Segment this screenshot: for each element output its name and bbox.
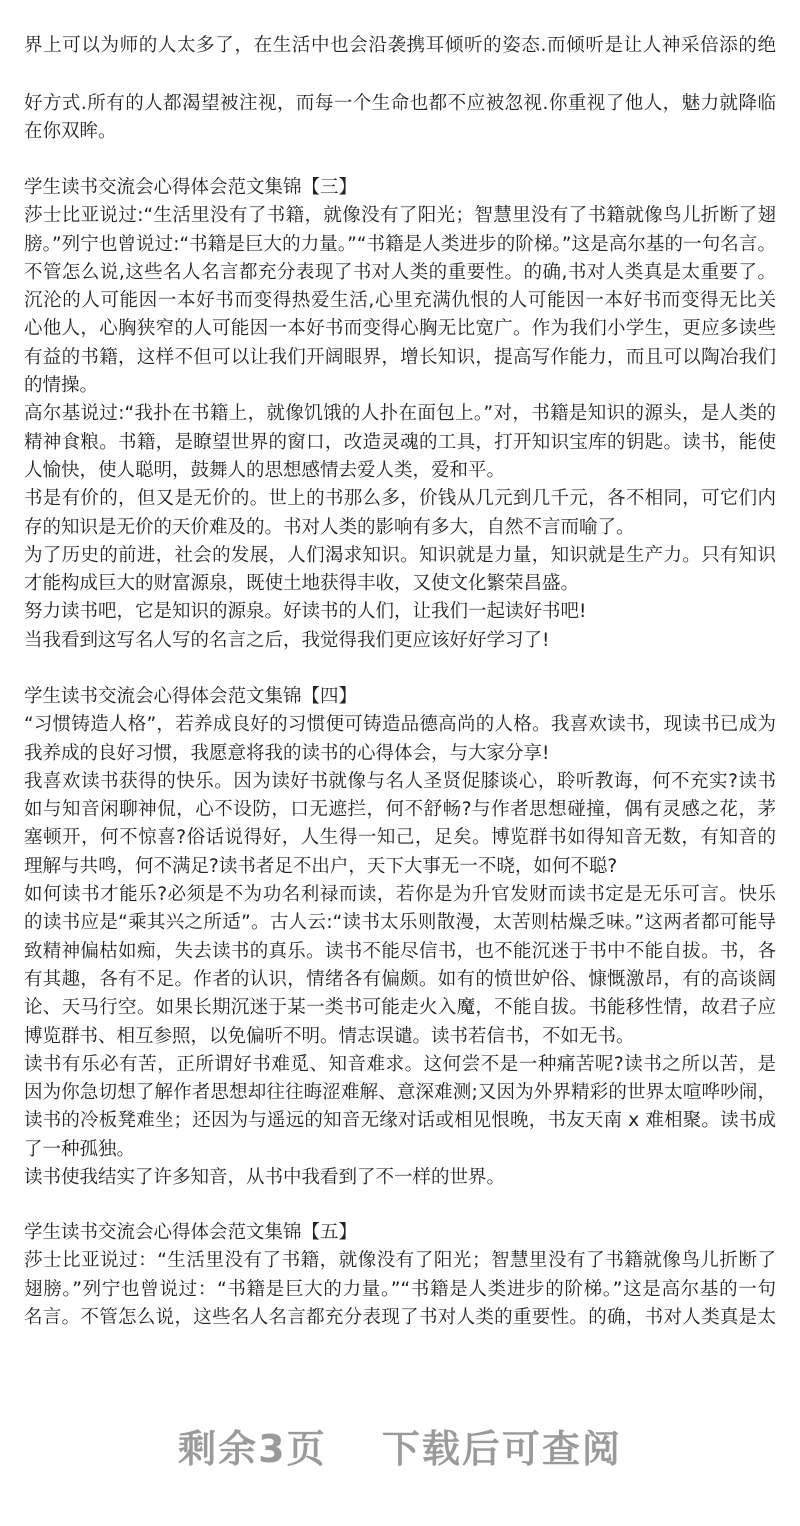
section-5	[24, 1219, 776, 1332]
text-line: 读书使我结实了许多知音，从书中我看到了不一样的世界。	[24, 1167, 506, 1189]
section-heading: 学生读书交流会心得体会范文集锦【三】	[24, 177, 358, 198]
text-line: 博览群书、相互参照，以免偏听不明。情志误谴。读书若信书，不如无书。	[24, 1025, 635, 1047]
section-3	[24, 174, 776, 655]
text-line: 有其趣，各有不足。作者的认识，情绪各有偏颇。如有的愤世妒俗、慷慨激昂，有的高谈阔	[24, 968, 776, 990]
text-line: 的读书应是“乘其兴之所适”。古人云:“读书太乐则散漫，太苦则枯燥乏味。”这两者都可能导	[24, 912, 776, 934]
section-heading: 学生读书交流会心得体会范文集锦【四】	[24, 686, 358, 707]
text-line: 理解与共鸣，何不满足?读书者足不出户，天下大事无一不晓，如何不聪?	[24, 855, 618, 877]
text-line: 才能构成巨大的财富源泉，既使土地获得丰收，又使文化繁荣昌盛。	[24, 573, 580, 595]
text-line: 精神食粮。书籍，是瞭望世界的窗口，改造灵魂的工具，打开知识宝库的钥匙。读书，能使	[24, 431, 776, 453]
text-line: 因为你急切想了解作者思想却往往晦涩难解、意深难测;又因为外界精彩的世界太喧哗吵闹，	[24, 1082, 776, 1104]
download-to-view-label[interactable]: 下载后可查阅	[381, 1427, 622, 1471]
text-line: 致精神偏枯如痴，失去读书的真乐。读书不能尽信书，也不能沉迷于书中不能自拔。书，各	[24, 940, 776, 962]
text-line: 塞顿开，何不惊喜?俗话说得好，人生得一知己，足矣。博览群书如得知音无数，有知音的	[24, 827, 776, 849]
text-line: 心他人，心胸狭窄的人可能因一本好书而变得心胸无比宽广。作为我们小学生，更应多读些	[24, 318, 776, 340]
text-line: 当我看到这写名人写的名言之后，我觉得我们更应该好好学习了!	[24, 629, 550, 651]
text-line: 读书有乐必有苦，正所谓好书难觅、知音难求。这何尝不是一种痛苦呢?读书之所以苦，是	[24, 1053, 776, 1075]
text-line: 读书的冷板凳难坐；还因为与遥远的知音无缘对话或相见恨晚，书友天南 x 难相聚。读书成	[24, 1110, 776, 1132]
text-line: 莎士比亚说过:“生活里没有了书籍，就像没有了阳光；智慧里没有了书籍就像鸟儿折断了翅	[24, 205, 776, 227]
section-heading: 学生读书交流会心得体会范文集锦【五】	[24, 1222, 358, 1243]
text-line: 为了历史的前进，社会的发展，人们渴求知识。知识就是力量，知识就是生产力。只有知识	[24, 544, 776, 566]
text-line: 存的知识是无价的天价难及的。书对人类的影响有多大，自然不言而喻了。	[24, 516, 635, 538]
text-line: 书是有价的，但又是无价的。世上的书那么多，价钱从几元到几千元，各不相同，可它们内	[24, 488, 776, 510]
text-line: 我养成的良好习惯，我愿意将我的读书的心得体会，与大家分享!	[24, 742, 550, 764]
text-line: 沉沦的人可能因一本好书而变得热爱生活,心里充满仇恨的人可能因一本好书而变得无比关	[24, 290, 776, 312]
text-line: “习惯铸造人格”，若养成良好的习惯便可铸造品德高尚的人格。我喜欢读书，现读书已成为	[24, 714, 776, 736]
text-line: 高尔基说过:“我扑在书籍上，就像饥饿的人扑在面包上。”对，书籍是知识的源头，是人类的	[24, 403, 776, 425]
text-line: 膀。”列宁也曾说过:“书籍是巨大的力量。”“书籍是人类进步的阶梯。”这是高尔基的一句名言。	[24, 233, 776, 255]
text-line: 界上可以为师的人太多了，在生活中也会沿袭携耳倾听的姿态.而倾听是让人神采倍添的绝	[24, 35, 776, 56]
download-prompt[interactable]	[0, 1418, 800, 1473]
text-line: 了一种孤独。	[24, 1138, 136, 1160]
intro-paragraph-bottom	[24, 90, 776, 147]
text-line: 有益的书籍，这样不但可以让我们开阔眼界，增长知识，提高写作能力，而且可以陶冶我们	[24, 346, 776, 368]
intro-paragraph-top	[24, 32, 776, 60]
text-line: 的情操。	[24, 375, 99, 397]
text-line: 在你双眸。	[24, 121, 117, 143]
text-line: 如何读书才能乐?必须是不为功名利禄而读，若你是为升官发财而读书定是无乐可言。快乐	[24, 884, 776, 906]
text-line: 翅膀。”列宁也曾说过：“书籍是巨大的力量。”“书籍是人类进步的阶梯。”这是高尔基的一句	[24, 1278, 776, 1300]
text-line: 努力读书吧，它是知识的源泉。好读书的人们，让我们一起读好书吧!	[24, 601, 587, 623]
text-line: 人愉快，使人聪明，鼓舞人的思想感情去爱人类，爱和平。	[24, 459, 506, 481]
text-line: 如与知音闲聊神侃，心不设防，口无遮拦，何不舒畅?与作者思想碰撞，偶有灵感之花，茅	[24, 799, 776, 821]
section-4	[24, 683, 776, 1192]
text-line: 名言。不管怎么说，这些名人名言都充分表现了书对人类的重要性。的确，书对人类真是太	[24, 1306, 776, 1328]
text-line: 莎士比亚说过：“生活里没有了书籍，就像没有了阳光；智慧里没有了书籍就像鸟儿折断了	[24, 1250, 776, 1272]
text-line: 好方式.所有的人都渴望被注视，而每一个生命也都不应被忽视.你重视了他人，魅力就降临	[24, 93, 776, 114]
text-line: 论、天马行空。如果长期沉迷于某一类书可能走火入魔，不能自拔。书能移性情，故君子应	[24, 997, 776, 1019]
text-line: 不管怎么说,这些名人名言都充分表现了书对人类的重要性。的确,书对人类真是太重要了。	[24, 261, 776, 283]
remaining-pages-label: 剩余3页	[178, 1427, 327, 1471]
text-line: 我喜欢读书获得的快乐。因为读好书就像与名人圣贤促膝谈心，聆听教诲，何不充实?读书	[24, 770, 776, 792]
